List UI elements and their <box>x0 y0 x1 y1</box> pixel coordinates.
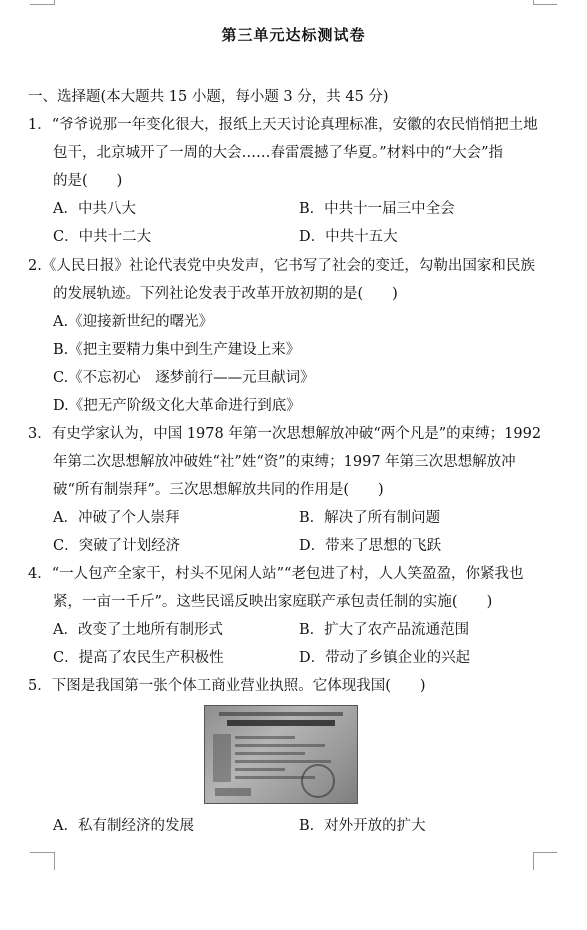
question-2-option-a[interactable]: A.《迎接新世纪的曙光》 <box>53 314 214 330</box>
crop-mark-bottom-right-v <box>533 852 534 870</box>
crop-mark-bottom-left-h <box>30 852 54 853</box>
question-4-line-1: 4．“一人包产全家干，村头不见闲人站”“老包进了村，人人笑盈盈，你紧我也 <box>28 566 524 582</box>
question-2-line-2: 的发展轨迹。下列社论发表于改革开放初期的是( ) <box>53 286 398 302</box>
question-1-option-b[interactable]: B．中共十一届三中全会 <box>299 201 455 217</box>
question-1-line-1: 1．“爷爷说那一年变化很大，报纸上天天讨论真理标准，安徽的农民悄悄把土地 <box>28 117 538 133</box>
question-2-option-b[interactable]: B.《把主要精力集中到生产建设上来》 <box>53 342 301 358</box>
crop-mark-top-left-v <box>54 0 55 5</box>
question-3-line-1: 3．有史学家认为，中国 1978 年第一次思想解放冲破“两个凡是”的束缚；1992 <box>28 426 542 442</box>
question-3-option-d[interactable]: D．带来了思想的飞跃 <box>299 538 442 554</box>
question-3-option-c[interactable]: C．突破了计划经济 <box>53 538 181 554</box>
business-license-photo <box>204 705 358 804</box>
crop-mark-top-left-h <box>30 4 54 5</box>
page-title: 第三单元达标测试卷 <box>221 26 366 44</box>
crop-mark-bottom-left-v <box>54 852 55 870</box>
question-1-line-2: 包干，北京城开了一周的大会……春雷震撼了华夏。”材料中的“大会”指 <box>53 145 503 161</box>
question-4-option-d[interactable]: D．带动了乡镇企业的兴起 <box>299 650 471 666</box>
question-4-option-c[interactable]: C．提高了农民生产积极性 <box>53 650 224 666</box>
crop-mark-top-right-v <box>533 0 534 5</box>
question-1-option-a[interactable]: A．中共八大 <box>53 201 136 217</box>
question-5-line-1: 5．下图是我国第一张个体工商业营业执照。它体现我国( ) <box>28 678 426 694</box>
question-2-line-1: 2.《人民日报》社论代表党中央发声，它书写了社会的变迁，勾勒出国家和民族 <box>28 258 535 274</box>
crop-mark-top-right-h <box>533 4 557 5</box>
question-1-line-3: 的是( ) <box>53 173 123 189</box>
question-4-option-a[interactable]: A．改变了土地所有制形式 <box>53 622 223 638</box>
crop-mark-bottom-right-h <box>533 852 557 853</box>
question-3-option-a[interactable]: A．冲破了个人崇拜 <box>53 510 180 526</box>
question-1-option-c[interactable]: C．中共十二大 <box>53 229 152 245</box>
question-3-line-3: 破“所有制崇拜”。三次思想解放共同的作用是( ) <box>53 482 384 498</box>
question-4-option-b[interactable]: B．扩大了农产品流通范围 <box>299 622 470 638</box>
question-3-option-b[interactable]: B．解决了所有制问题 <box>299 510 441 526</box>
question-2-option-d[interactable]: D.《把无产阶级文化大革命进行到底》 <box>53 398 301 414</box>
question-5-option-a[interactable]: A．私有制经济的发展 <box>53 818 194 834</box>
question-3-line-2: 年第二次思想解放冲破姓“社”姓“资”的束缚；1997 年第三次思想解放冲 <box>53 454 516 470</box>
question-5-option-b[interactable]: B．对外开放的扩大 <box>299 818 426 834</box>
question-4-line-2: 紧，一亩一千斤”。这些民谣反映出家庭联产承包责任制的实施( ) <box>53 594 493 610</box>
section-heading: 一、选择题(本大题共 15 小题，每小题 3 分，共 45 分) <box>28 89 389 105</box>
question-2-option-c[interactable]: C.《不忘初心 逐梦前行——元旦献词》 <box>53 370 315 386</box>
question-1-option-d[interactable]: D．中共十五大 <box>299 229 398 245</box>
